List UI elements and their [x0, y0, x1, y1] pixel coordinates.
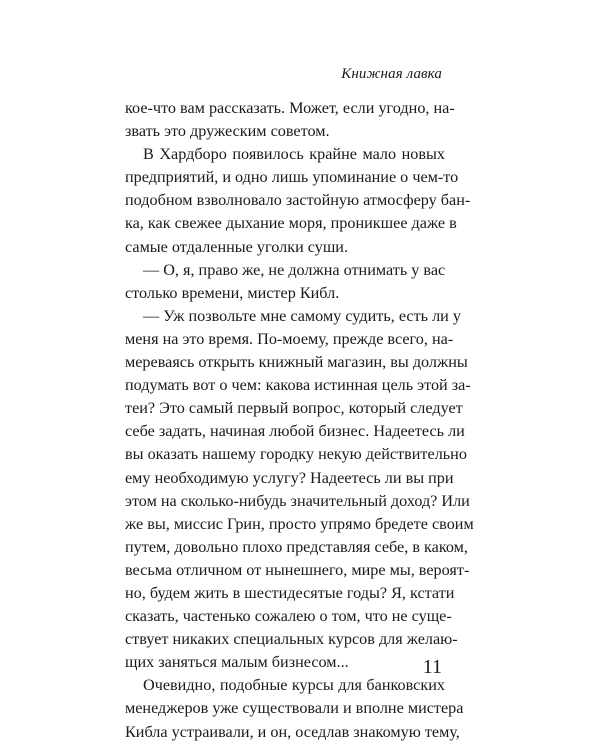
text-line: столько времени, мистер Кибл.	[125, 283, 340, 302]
text-line: этом на сколько-нибудь значительный доход? Или	[125, 491, 470, 510]
text-line: В Хардборо появилось крайне мало новых	[143, 145, 445, 164]
text-line: себе задать, начиная любой бизнес. Надеетесь ли	[125, 422, 465, 441]
text-line: подобном взволновало застойную атмосферу бан-	[125, 191, 471, 210]
text-line: — Уж позвольте мне самому судить, есть ли у	[143, 306, 461, 325]
text-line: кое-что вам рассказать. Может, если угодно, на-	[125, 99, 455, 117]
text-line: меня на это время. По-моему, прежде всего, на-	[125, 329, 454, 348]
text-line: ствует никаких специальных курсов для желаю-	[125, 630, 458, 649]
text-line: теи? Это самый первый вопрос, который следует	[125, 399, 463, 418]
text-line: подумать вот о чем: какова истинная цель этой за-	[125, 376, 471, 395]
body-text	[125, 97, 474, 744]
text-line: но, будем жить в шестидесятые годы? Я, кстати	[125, 583, 455, 602]
text-line: менеджеров уже существовали и вполне мистера	[125, 699, 464, 718]
text-line: мереваясь открыть книжный магазин, вы должны	[125, 353, 468, 372]
text-line: ему необходимую услугу? Надеетесь ли вы при	[125, 468, 454, 487]
text-line: Кибла устраивали, и он, оседлав знакомую тему,	[125, 722, 460, 741]
text-line: сказать, частенько сожалею о том, что не суще-	[125, 607, 452, 626]
text-line: предприятий, и одно лишь упоминание о чем-то	[125, 168, 459, 187]
text-line: ка, как свежее дыхание моря, проникшее даже в	[125, 214, 457, 233]
text-line: — О, я, право же, не должна отнимать у вас	[143, 260, 446, 279]
text-line: звать это дружеским советом.	[125, 122, 330, 141]
text-line: весьма отличном от нынешнего, мире мы, вероят-	[125, 560, 470, 579]
page-number: 11	[422, 656, 442, 678]
text-line: щих заняться малым бизнесом...	[125, 653, 349, 672]
text-line: же вы, миссис Грин, просто упрямо бредете своим	[125, 514, 474, 533]
text-line: вы оказать нашему городку некую действительно	[125, 445, 467, 464]
running-head: Книжная лавка	[341, 66, 442, 82]
text-line: Очевидно, подобные курсы для банковских	[143, 676, 445, 695]
text-line: самые отдаленные уголки суши.	[125, 237, 349, 256]
text-line: путем, довольно плохо представляя себе, в каком,	[125, 537, 468, 556]
